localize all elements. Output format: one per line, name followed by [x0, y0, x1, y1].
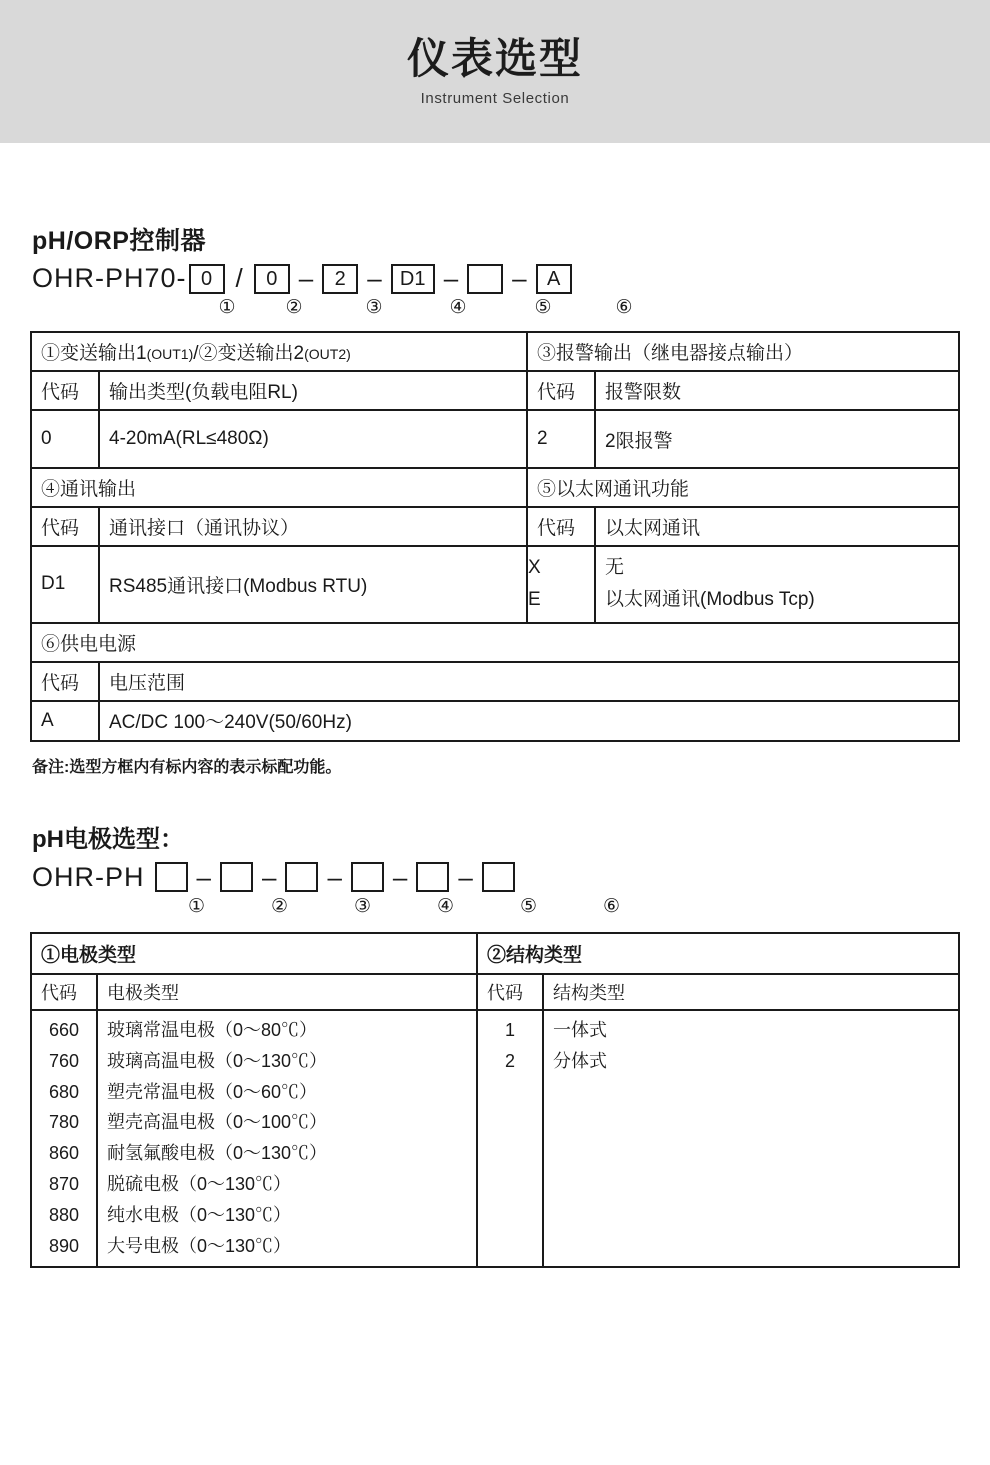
col-eth-comm: 以太网通讯 [595, 507, 959, 546]
cell-electrode-codes [31, 1010, 97, 1268]
controller-model-code [32, 263, 960, 294]
col-voltage-range: 电压范围 [99, 662, 959, 701]
separator-dash-4: – [512, 263, 527, 293]
table-row [31, 623, 959, 662]
cell-eth-codes [527, 546, 595, 623]
code-box-3[interactable]: 2 [322, 264, 358, 294]
list-item: 纯水电极（0～130℃） [107, 1205, 292, 1226]
table-row [31, 701, 959, 741]
table-row [31, 546, 959, 623]
electrode-code-box-3[interactable] [285, 862, 318, 892]
list-item: 分体式 [553, 1050, 608, 1071]
page-body [0, 143, 990, 1268]
list-item: 一体式 [553, 1019, 608, 1040]
list-item: 880 [48, 1205, 80, 1226]
header-structure-type: ②结构类型 [477, 933, 959, 974]
separator-dash-2: – [261, 861, 277, 892]
list-item: 脱硫电极（0～130℃） [107, 1174, 292, 1195]
controller-circled-indices [32, 296, 960, 319]
circled-6: ⑥ [602, 895, 621, 917]
table-row [31, 468, 959, 507]
cell-eth-code-e: E [528, 589, 541, 611]
col-code-power: 代码 [31, 662, 99, 701]
col-code-structure: 代码 [477, 974, 543, 1010]
col-electrode-type: 电极类型 [97, 974, 477, 1010]
code-box-1[interactable]: 0 [189, 264, 225, 294]
header-comm-output: ④通讯输出 [31, 468, 527, 507]
table-row [31, 933, 959, 974]
list-item: 760 [48, 1050, 80, 1071]
separator-dash-1: – [298, 263, 314, 293]
col-code-electrode: 代码 [31, 974, 97, 1010]
table-electrode-types [30, 932, 960, 1269]
code-box-5[interactable] [467, 264, 503, 294]
cell-structure-values [543, 1010, 959, 1268]
list-item: 大号电极（0～130℃） [107, 1236, 292, 1257]
col-code-left: 代码 [31, 371, 99, 410]
list-item: 塑壳常温电极（0～60℃） [107, 1081, 318, 1102]
circled-1: ① [218, 297, 236, 318]
list-item: 860 [48, 1143, 80, 1164]
electrode-circled-indices [32, 895, 960, 918]
electrode-code-box-6[interactable] [482, 862, 515, 892]
cell-comm-code: D1 [31, 546, 99, 623]
code-box-6[interactable]: A [536, 264, 572, 294]
electrode-code-box-4[interactable] [351, 862, 384, 892]
list-item: 玻璃常温电极（0～80℃） [107, 1019, 318, 1040]
table-row [31, 332, 959, 371]
table-row [31, 974, 959, 1010]
circled-4: ④ [436, 895, 455, 917]
list-item: 870 [48, 1174, 80, 1195]
col-code-eth: 代码 [527, 507, 595, 546]
header-electrode-type: ①电极类型 [31, 933, 477, 974]
electrode-model-prefix: OHR-PH [32, 861, 145, 892]
list-item: 1 [505, 1019, 516, 1040]
col-code-right: 代码 [527, 371, 595, 410]
cell-eth-value-e: 以太网通讯(Modbus Tcp) [605, 589, 815, 611]
cell-out-code: 0 [31, 410, 99, 468]
table-row [31, 507, 959, 546]
cell-alarm-code: 2 [527, 410, 595, 468]
separator-dash-5: – [458, 861, 473, 892]
page-banner [0, 0, 990, 143]
separator-dash-3: – [443, 263, 459, 293]
list-item: 660 [48, 1019, 80, 1040]
electrode-code-box-5[interactable] [416, 862, 449, 892]
col-alarm-limits: 报警限数 [595, 371, 959, 410]
circled-1: ① [187, 895, 206, 917]
cell-eth-values [595, 546, 959, 623]
cell-power-code: A [31, 701, 99, 741]
table-row [31, 371, 959, 410]
cell-structure-codes [477, 1010, 543, 1268]
circled-6: ⑥ [615, 297, 633, 318]
electrode-section-title: pH电极选型： [32, 825, 184, 853]
table-row [31, 1010, 959, 1268]
header-ethernet: ⑤以太网通讯功能 [527, 468, 959, 507]
electrode-code-box-2[interactable] [220, 862, 253, 892]
separator-dash-1: – [196, 861, 211, 892]
separator-dash-3: – [327, 861, 342, 892]
separator-dash-4: – [392, 861, 408, 892]
header-power-supply: ⑥供电电源 [31, 623, 959, 662]
circled-3: ③ [365, 297, 383, 318]
spacer [30, 143, 960, 221]
col-code-comm: 代码 [31, 507, 99, 546]
cell-out-value: 4-20mA(RL≤480Ω) [99, 410, 527, 468]
code-box-4[interactable]: D1 [391, 264, 435, 294]
circled-4: ④ [449, 297, 467, 318]
circled-3: ③ [353, 895, 372, 917]
controller-model-prefix: OHR-PH70- [32, 263, 187, 293]
electrode-code-box-1[interactable] [155, 862, 188, 892]
cell-alarm-value: 2限报警 [595, 410, 959, 468]
page-subtitle: Instrument Selection [420, 90, 570, 108]
table-row [31, 410, 959, 468]
code-box-2[interactable]: 0 [254, 264, 290, 294]
header-transmit-output: ①变送输出1(OUT1)/②变送输出2(OUT2) [31, 332, 527, 371]
header-alarm-output: ③报警输出（继电器接点输出） [527, 332, 959, 371]
separator-dash-2: – [367, 263, 382, 293]
list-item: 780 [48, 1112, 80, 1133]
list-item: 玻璃高温电极（0～130℃） [107, 1050, 328, 1071]
list-item: 耐氢氟酸电极（0～130℃） [107, 1143, 328, 1164]
cell-eth-value-x: 无 [605, 557, 625, 578]
circled-5: ⑤ [534, 297, 552, 318]
col-structure-type: 结构类型 [543, 974, 959, 1010]
circled-2: ② [285, 297, 303, 318]
separator-slash: / [235, 263, 243, 293]
controller-note: 备注:选型方框内有标内容的表示标配功能。 [32, 758, 342, 776]
list-item: 680 [48, 1081, 80, 1102]
cell-comm-value: RS485通讯接口(Modbus RTU) [99, 546, 527, 623]
circled-5: ⑤ [519, 895, 538, 917]
table-output-alarm [30, 331, 960, 742]
page-title: 仪表选型 [406, 34, 583, 82]
cell-eth-code-x: X [528, 557, 541, 578]
col-comm-interface: 通讯接口（通讯协议） [99, 507, 527, 546]
list-item: 890 [48, 1236, 80, 1257]
electrode-model-code [32, 862, 960, 893]
cell-electrode-values [97, 1010, 477, 1268]
list-item: 2 [505, 1050, 516, 1071]
circled-2: ② [270, 895, 289, 917]
list-item: 塑壳高温电极（0～100℃） [107, 1112, 328, 1133]
controller-product-name: pH/ORP控制器 [32, 227, 206, 255]
col-output-type: 输出类型(负载电阻RL) [99, 371, 527, 410]
cell-power-value: AC/DC 100～240V(50/60Hz) [99, 701, 959, 741]
table-row [31, 662, 959, 701]
